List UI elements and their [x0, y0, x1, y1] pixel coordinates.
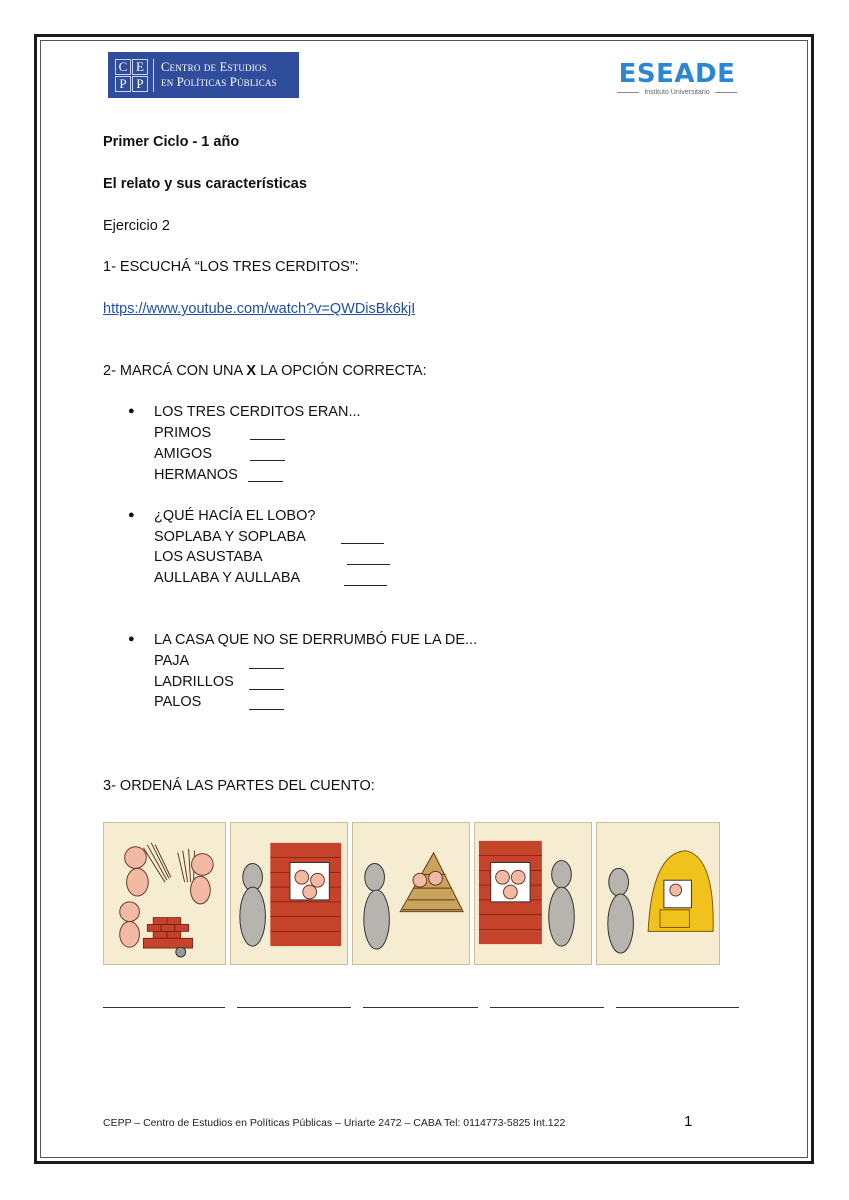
- q2-answer-blank[interactable]: [341, 543, 384, 544]
- cepp-monogram: [115, 59, 154, 92]
- footer-address: CEPP – Centro de Estudios en Políticas Públicas – Uriarte 2472 – CABA Tel: 0114773-5825 Int.122: [103, 1117, 566, 1129]
- q3-option-paja: PAJA: [154, 653, 190, 669]
- q1-option-primos: PRIMOS: [154, 425, 212, 441]
- eseade-rule-left: [617, 92, 639, 93]
- q3-option-ladrillos: LADRILLOS: [154, 674, 234, 690]
- question-3: LA CASA QUE NO SE DERRUMBÓ FUE LA DE...: [154, 632, 478, 648]
- cepp-name-line1: Centro de Estudios: [161, 60, 267, 74]
- q3-answer-blank[interactable]: [249, 689, 284, 690]
- q1-answer-blank[interactable]: [250, 460, 285, 461]
- order-answer-line-4[interactable]: [490, 1007, 604, 1008]
- order-answer-line-3[interactable]: [363, 1007, 478, 1008]
- wolf-stick-house-illustration: [353, 823, 469, 964]
- eseade-logo: [612, 60, 742, 96]
- page-border-inner: [40, 40, 808, 1158]
- question-1: LOS TRES CERDITOS ERAN...: [154, 404, 361, 420]
- q3-option-palos: PALOS: [154, 694, 202, 710]
- q1-option-hermanos: HERMANOS: [154, 467, 238, 483]
- eseade-wordmark: ESEADE: [618, 59, 736, 89]
- step2-instruction: [103, 362, 427, 380]
- q3-answer-blank[interactable]: [249, 668, 284, 669]
- step2-text-post: LA OPCIÓN CORRECTA:: [256, 363, 427, 379]
- q2-option-asustaba: LOS ASUSTABA: [154, 549, 263, 565]
- cepp-name-line2: en Políticas Públicas: [161, 75, 277, 89]
- bullet-icon: ●: [128, 633, 135, 645]
- q2-answer-blank[interactable]: [347, 564, 390, 565]
- story-panel-building: [103, 822, 226, 965]
- exercise-label: Ejercicio 2: [103, 218, 170, 234]
- cepp-letter: C: [115, 59, 131, 75]
- cepp-logo: [108, 52, 299, 98]
- bullet-icon: ●: [128, 405, 135, 417]
- wolf-brick-house-illustration: [231, 823, 347, 964]
- q1-answer-blank[interactable]: [250, 439, 285, 440]
- pigs-building-illustration: [104, 823, 225, 964]
- story-panel-wolf-straw-house: [596, 822, 720, 965]
- cepp-letter: P: [132, 76, 148, 92]
- story-panel-wolf-at-brick-house: [474, 822, 592, 965]
- q1-answer-blank[interactable]: [248, 481, 283, 482]
- q3-answer-blank[interactable]: [249, 709, 284, 710]
- q2-option-soplaba: SOPLABA Y SOPLABA: [154, 529, 306, 545]
- topic-heading: El relato y sus características: [103, 176, 307, 192]
- eseade-rule-right: [715, 92, 737, 93]
- order-answer-line-5[interactable]: [616, 1007, 739, 1008]
- step3-instruction: 3- ORDENÁ LAS PARTES DEL CUENTO:: [103, 778, 375, 794]
- eseade-subtitle: Instituto Universitario: [644, 89, 710, 96]
- story-panel-wolf-stick-house: [352, 822, 470, 965]
- story-panel-wolf-brick-house: [230, 822, 348, 965]
- step1-instruction: 1- ESCUCHÁ “LOS TRES CERDITOS”:: [103, 259, 359, 275]
- q2-answer-blank[interactable]: [344, 585, 387, 586]
- video-link[interactable]: https://www.youtube.com/watch?v=QWDisBk6kjI: [103, 301, 416, 317]
- wolf-straw-house-illustration: [597, 823, 719, 964]
- question-2: ¿QUÉ HACÍA EL LOBO?: [154, 508, 316, 524]
- wolf-at-brick-house-illustration: [475, 823, 591, 964]
- cepp-letter: P: [115, 76, 131, 92]
- cycle-heading: Primer Ciclo - 1 año: [103, 134, 240, 150]
- bullet-icon: ●: [128, 509, 135, 521]
- cepp-letter: E: [132, 59, 148, 75]
- page-number: 1: [684, 1113, 693, 1130]
- step2-x-mark: X: [246, 363, 257, 379]
- q1-option-amigos: AMIGOS: [154, 446, 213, 462]
- step2-text-pre: 2- MARCÁ CON UNA: [103, 363, 247, 379]
- q2-option-aullaba: AULLABA Y AULLABA: [154, 570, 301, 586]
- order-answer-line-1[interactable]: [103, 1007, 225, 1008]
- order-answer-line-2[interactable]: [237, 1007, 351, 1008]
